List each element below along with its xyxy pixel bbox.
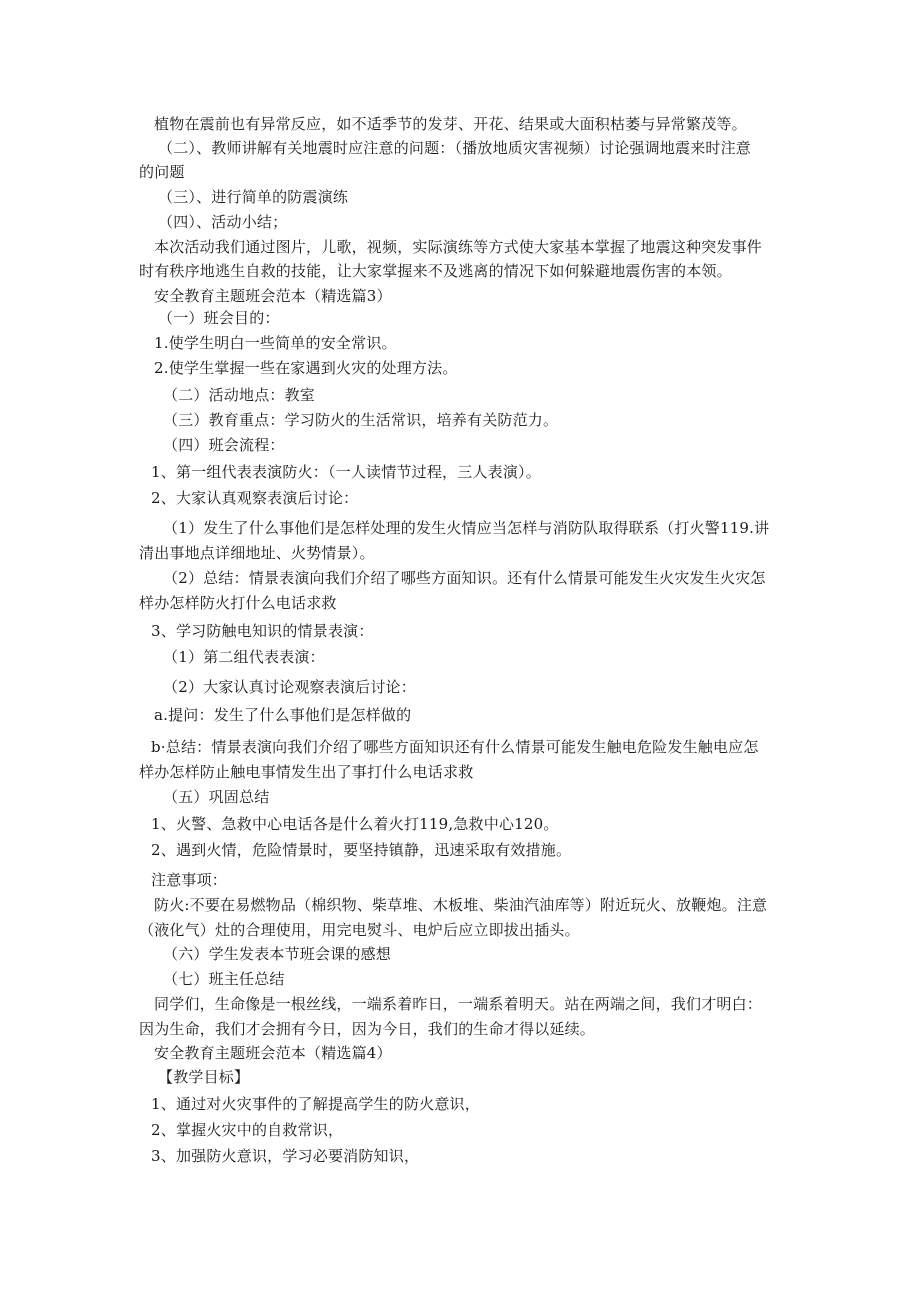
list-item: 1、火警、急救中心电话各是什么着火打119,急救中心120。	[151, 815, 559, 833]
paragraph-heading: 注意事项：	[151, 871, 228, 889]
section-heading: （一）班会目的：	[158, 309, 280, 327]
list-item: （2）总结：情景表演向我们介绍了哪些方面知识。还有什么情景可能发生火灾发生火灾怎	[163, 569, 766, 587]
article-title: 安全教育主题班会范本（精选篇4）	[154, 1044, 392, 1062]
list-item: 1.使学生明白一些简单的安全常识。	[154, 334, 397, 352]
section-heading: （四）班会流程：	[163, 436, 285, 454]
section-heading: 【教学目标】	[158, 1068, 250, 1086]
list-item: （1）发生了什么事他们是怎样处理的发生火情应当怎样与消防队取得联系（打火警119.讲	[163, 519, 770, 537]
section-heading: （六）学生发表本节班会课的感想	[163, 945, 392, 963]
section-heading: （三）、进行简单的防震演练	[158, 188, 349, 206]
list-item: （1）第二组代表表演：	[163, 648, 325, 666]
list-item: 1、第一组代表表演防火：（一人读情节过程，三人表演）。	[151, 463, 541, 481]
section-heading: （七）班主任总结	[163, 970, 285, 988]
section-heading: （三）教育重点：学习防火的生活常识，培养有关防范力。	[163, 411, 559, 429]
list-item: b·总结：情景表演向我们介绍了哪些方面知识还有什么情景可能发生触电危险发生触电应怎	[151, 738, 759, 756]
paragraph-line: 本次活动我们通过图片，儿歌，视频，实际演练等方式使大家基本掌握了地震这种突发事件	[154, 238, 763, 256]
paragraph-line: 时有秩序地逃生自救的技能，让大家掌握来不及逃离的情况下如何躲避地震伤害的本领。	[139, 262, 732, 280]
list-item: 3、学习防触电知识的情景表演：	[151, 622, 374, 640]
list-item: 1、通过对火灾事件的了解提高学生的防火意识，	[151, 1095, 480, 1113]
list-item: 2、大家认真观察表演后讨论：	[151, 489, 359, 507]
paragraph-line: 防火:不要在易燃物品（棉织物、柴草堆、木板堆、柴油汽油库等）附近玩火、放鞭炮。注意	[154, 896, 768, 914]
article-title: 安全教育主题班会范本（精选篇3）	[154, 287, 392, 305]
paragraph-line: 同学们，生命像是一根丝线，一端系着昨日，一端系着明天。站在两端之间，我们才明白：	[154, 995, 763, 1013]
list-item: 3、加强防火意识，学习必要消防知识，	[151, 1147, 420, 1165]
section-heading: （二）活动地点：教室	[163, 386, 316, 404]
paragraph-line: 的问题	[139, 163, 185, 181]
paragraph-line: 植物在震前也有异常反应，如不适季节的发芽、开花、结果或大面积枯萎与异常繁茂等。	[154, 115, 747, 133]
paragraph-line: 样办怎样防止触电事情发生出了事打什么电话求救	[139, 763, 474, 781]
paragraph-line: （液化气）灶的合理使用，用完电熨斗、电炉后应立即拔出插头。	[139, 921, 580, 939]
list-item: 2、遇到火情，危险情景时，要坚持镇静，迅速采取有效措施。	[151, 841, 572, 859]
section-heading: （二）、教师讲解有关地震时应注意的问题：（播放地质灾害视频）讨论强调地震来时注意	[158, 139, 752, 157]
list-item: （2）大家认真讨论观察表演后讨论：	[163, 678, 416, 696]
list-item: a.提问：发生了什么事他们是怎样做的	[154, 706, 412, 724]
section-heading: （五）巩固总结	[163, 788, 270, 806]
paragraph-line: 样办怎样防火打什么电话求救	[139, 594, 337, 612]
paragraph-line: 清出事地点详细地址、火势情景）。	[139, 544, 375, 562]
section-heading: （四）、活动小结；	[158, 213, 288, 231]
list-item: 2.使学生掌握一些在家遇到火灾的处理方法。	[154, 359, 458, 377]
paragraph-line: 因为生命，我们才会拥有今日，因为今日，我们的生命才得以延续。	[139, 1020, 596, 1038]
list-item: 2、掌握火灾中的自救常识，	[151, 1121, 344, 1139]
